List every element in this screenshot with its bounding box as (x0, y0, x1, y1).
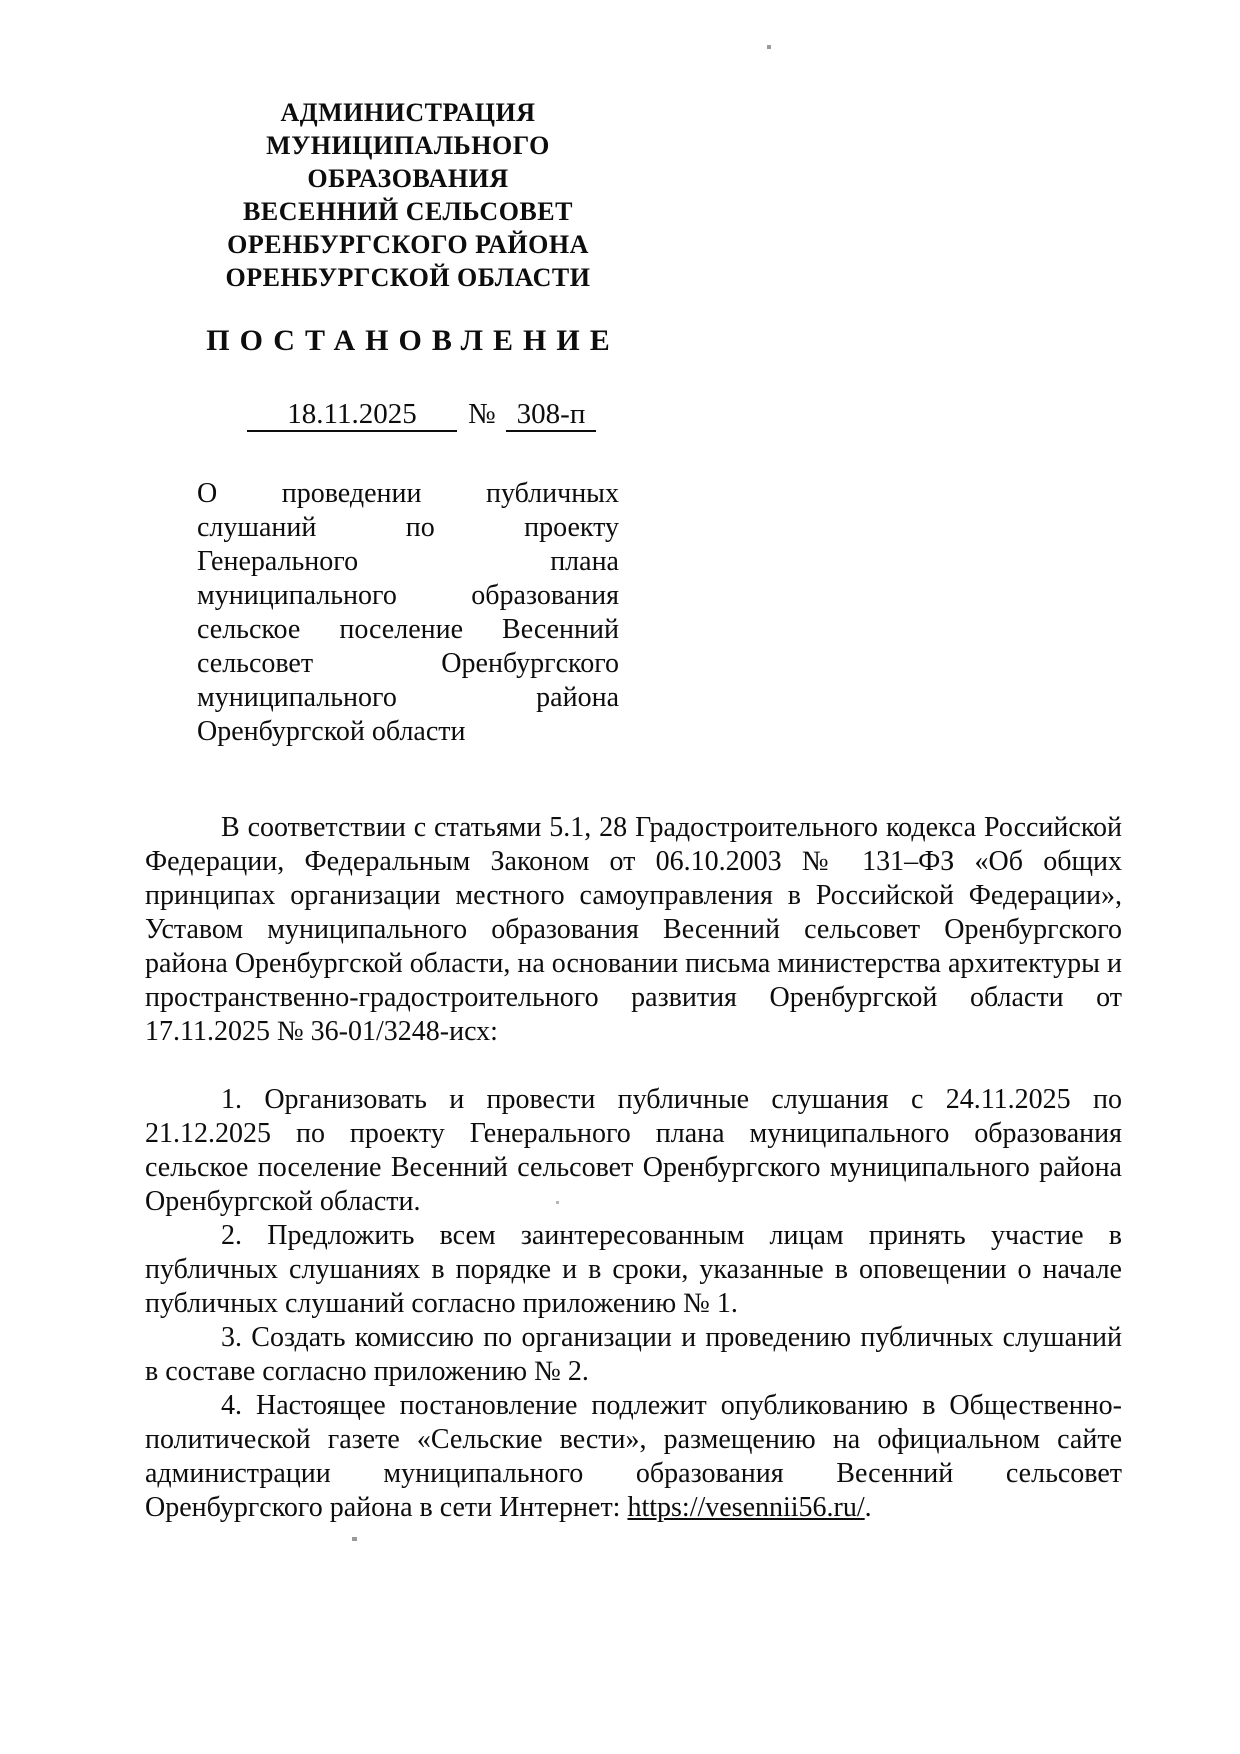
order-item-4-tail: . (864, 1492, 872, 1523)
number-sign: № (468, 398, 496, 430)
website-link[interactable]: https://vesennii56.ru/ (627, 1492, 865, 1523)
order-item-1: 1. Организовать и провести публичные слушания с 24.11.2025 по 21.12.2025 по проекту Генерального плана муниципального образования сельское поселение Весенний сельсовет Оренбургского муниципального района Оренбургской области. (145, 1084, 1122, 1217)
issuer-header-line: ВЕСЕННИЙ СЕЛЬСОВЕТ (243, 197, 573, 226)
document-body (145, 811, 1122, 1525)
scan-artifact-dot (556, 1201, 559, 1204)
order-item-4-text: 4. Настоящее постановление подлежит опубликованию в Общественно-политической газете «Сельские вести», размещению на официальном сайте администрации муниципального образования Весенний сельсовет Оренбургского района в сети Интернет: (145, 1390, 1122, 1523)
issuer-header-line: АДМИНИСТРАЦИЯ (280, 98, 536, 127)
preamble-paragraph: В соответствии с статьями 5.1, 28 Градостроительного кодекса Российской Федерации, Федеральным Законом от 06.10.2003 № 131–ФЗ «Об общих принципах организации местного самоуправления в Российской Федерации», Уставом муниципального образования Весенний сельсовет Оренбургского района Оренбургской области, на основании письма министерства архитектуры и пространственно-градостроительного развития Оренбургской области от 17.11.2025 № 36-01/3248-исх: (145, 812, 1122, 1047)
subject-block: О проведении публичных слушаний по проекту Генерального плана муниципального образования сельское поселение Весенний сельсовет Оренбургского муниципального района Оренбургской области (197, 478, 619, 747)
issuer-header-line: МУНИЦИПАЛЬНОГО (266, 131, 550, 160)
scan-artifact-dot (352, 1537, 357, 1541)
order-item-2: 2. Предложить всем заинтересованным лицам принять участие в публичных слушаниях в порядке и в сроки, указанные в оповещении о начале публичных слушаний согласно приложению № 1. (145, 1220, 1122, 1319)
issuer-header-line: ОБРАЗОВАНИЯ (307, 164, 509, 193)
issuer-header-line: ОРЕНБУРГСКОЙ ОБЛАСТИ (225, 263, 591, 292)
scan-artifact-dot (767, 45, 771, 49)
order-item-3: 3. Создать комиссию по организации и проведению публичных слушаний в составе согласно приложению № 2. (145, 1322, 1122, 1387)
document-date: 18.11.2025 (247, 398, 457, 432)
issuer-header (192, 96, 624, 294)
issuer-header-line: ОРЕНБУРГСКОГО РАЙОНА (227, 230, 589, 259)
order-item-4 (145, 1389, 1122, 1525)
document-number: 308-п (506, 398, 596, 432)
document-type-title: ПОСТАНОВЛЕНИЕ (206, 324, 620, 357)
